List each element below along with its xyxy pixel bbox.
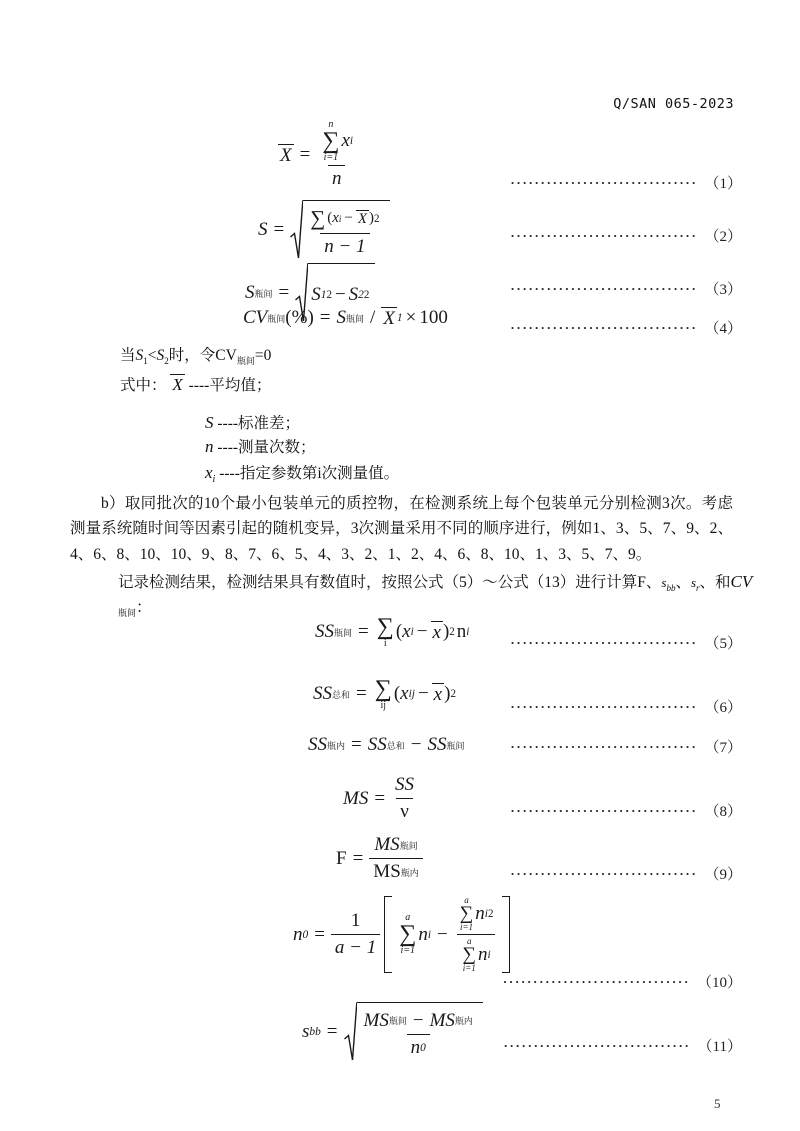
formula-number-1: （1） xyxy=(704,176,742,192)
variable-CV: CV xyxy=(243,307,268,328)
sum-lower-limit: i=1 xyxy=(323,151,339,163)
superscript-2: 2 xyxy=(449,626,455,639)
formula-4-leader xyxy=(510,317,742,338)
bracket-group xyxy=(384,896,510,973)
text: 、 xyxy=(675,574,691,591)
variable-x: x xyxy=(341,130,350,152)
subscript-i: i xyxy=(410,626,414,639)
variable-SS-total: SS xyxy=(367,734,387,755)
variable-SS: SS xyxy=(395,774,415,795)
square-root xyxy=(344,1002,483,1062)
formula-7-leader xyxy=(510,736,742,757)
dotted-leader: ······························· xyxy=(510,866,698,881)
dotted-leader: ······························· xyxy=(510,228,698,243)
variable-S: S xyxy=(336,307,346,328)
definition-text: 测量次数； xyxy=(238,439,316,456)
subscript-pingjian: 瓶间 xyxy=(267,313,286,324)
formula-number-10: （10） xyxy=(696,975,742,991)
definition-xi xyxy=(205,459,399,488)
sigma-symbol: ∑ xyxy=(462,944,477,966)
formula-number-8: （8） xyxy=(704,804,742,820)
sum-lower-limit: ij xyxy=(380,699,387,711)
radical-icon xyxy=(344,1002,357,1062)
variable-nu: ν xyxy=(400,801,409,822)
formula-5-leader xyxy=(510,632,742,653)
subscript-pingjian: 瓶间 xyxy=(346,313,365,324)
text: =0 xyxy=(254,347,272,364)
definition-text: 指定参数第i次测量值。 xyxy=(239,465,400,482)
minus-sign: − xyxy=(417,683,429,705)
minus-sign: − xyxy=(334,284,346,305)
fraction xyxy=(306,206,383,258)
right-paren: ) xyxy=(442,621,450,643)
subscript-0: 0 xyxy=(420,1041,426,1054)
formula-5 xyxy=(315,616,469,649)
text: 、和 xyxy=(699,574,731,591)
subscript-pingjian: 瓶间 xyxy=(399,840,418,851)
sigma-symbol: ∑ xyxy=(310,206,326,230)
fraction xyxy=(331,910,380,959)
dotted-leader: ······························· xyxy=(510,175,698,190)
variable-n0: n xyxy=(293,923,303,945)
definition-text: 标准差； xyxy=(238,415,301,432)
variable-S1: S xyxy=(135,347,144,364)
text: 时，令CV xyxy=(168,347,237,364)
variable-n0: n xyxy=(410,1036,421,1058)
minus-sign: − xyxy=(412,1009,424,1031)
minus-sign: − xyxy=(437,923,448,945)
variable-SS-between: SS xyxy=(427,734,447,755)
subscript-pingjian: 瓶间 xyxy=(446,740,465,751)
variable-SS: SS xyxy=(308,734,327,755)
subscript-pingjian: 瓶间 xyxy=(334,627,353,638)
sum-lower-limit: i=1 xyxy=(400,944,416,956)
sigma-symbol: ∑ xyxy=(374,676,392,702)
equals-sign: = xyxy=(319,307,331,328)
subscript-pingjian: 瓶间 xyxy=(118,607,137,618)
where-clause xyxy=(120,374,271,399)
xbar-symbol: X xyxy=(357,210,368,227)
equals-sign: = xyxy=(352,847,364,869)
variable-ni: n xyxy=(478,944,488,966)
formula-number-6: （6） xyxy=(704,700,742,716)
variable-MS-within: MS xyxy=(429,1009,455,1031)
variable-SS: SS xyxy=(315,621,334,643)
equals-sign: = xyxy=(326,1021,338,1042)
formula-6-leader xyxy=(510,696,742,717)
left-paren: ( xyxy=(393,683,401,705)
radical-icon xyxy=(290,200,303,260)
formula-2-leader xyxy=(510,225,742,246)
subscript-pingjian: 瓶间 xyxy=(236,356,255,366)
formula-8 xyxy=(343,774,418,823)
equals-sign: = xyxy=(374,787,386,809)
subscript-pingjian: 瓶间 xyxy=(388,1016,407,1026)
subscript-2: 2 xyxy=(164,356,169,367)
dash: ---- xyxy=(217,439,239,456)
dotted-leader: ······························· xyxy=(510,699,698,714)
sum-upper-limit: a xyxy=(405,912,411,924)
variable-ni: n xyxy=(456,621,467,643)
formula-10 xyxy=(293,896,510,973)
subscript-i: i xyxy=(466,626,470,639)
sigma-symbol: ∑ xyxy=(459,903,474,924)
formula-number-5: （5） xyxy=(704,636,742,652)
subscript-pingnei: 瓶内 xyxy=(327,740,346,751)
subscript-ij: ij xyxy=(408,688,415,701)
equals-sign: = xyxy=(358,621,369,643)
variable-x: x xyxy=(332,210,339,226)
variable-S: S xyxy=(245,282,255,303)
minus-sign: − xyxy=(416,621,428,643)
variable-x: x xyxy=(402,621,411,643)
sum-lower-limit: i=1 xyxy=(462,963,476,974)
page-number: 5 xyxy=(714,1096,721,1111)
xbar-symbol: X xyxy=(280,144,292,166)
sum-upper-limit: a xyxy=(467,936,472,947)
formula-4 xyxy=(243,307,448,329)
xbar-symbol: X xyxy=(383,308,395,330)
sigma-symbol: ∑ xyxy=(322,128,340,154)
variable-n: n xyxy=(205,437,214,456)
square-root xyxy=(290,200,389,260)
denominator-n: n xyxy=(331,167,342,189)
superscript-2: 2 xyxy=(374,212,380,225)
fraction xyxy=(316,120,357,190)
variable-SS: SS xyxy=(313,683,332,705)
formula-1 xyxy=(278,120,357,190)
where-label: 式中： xyxy=(120,377,167,394)
variable-MS-between: MS xyxy=(374,834,400,855)
formula-11-leader xyxy=(503,1035,742,1056)
right-paren: ) xyxy=(444,683,451,705)
variable-x: x xyxy=(400,683,409,705)
subscript-i: i xyxy=(338,213,342,224)
dotted-leader: ······························· xyxy=(502,974,690,989)
less-than-sign: < xyxy=(147,347,157,364)
formula-number-4: （4） xyxy=(704,321,742,337)
minus-sign: − xyxy=(410,734,422,755)
formula-2 xyxy=(258,200,390,260)
dotted-leader: ······························· xyxy=(510,635,698,650)
variable-ni: n xyxy=(475,903,485,925)
variable-S: S xyxy=(258,219,268,240)
variable-ni: n xyxy=(418,923,428,945)
sum-upper-limit: a xyxy=(464,895,469,905)
formula-6 xyxy=(313,678,456,711)
dotted-leader: ······························· xyxy=(510,739,698,754)
variable-sbb: s xyxy=(302,1021,310,1042)
right-paren: ) xyxy=(369,210,375,226)
variable-S1: S xyxy=(311,284,321,305)
subscript-i: i xyxy=(487,949,491,962)
subscript-i: i xyxy=(212,474,216,486)
equals-sign: = xyxy=(351,734,362,755)
left-paren: ( xyxy=(327,210,333,226)
dotted-leader: ······························· xyxy=(510,320,698,335)
dash: ---- xyxy=(188,377,210,394)
denominator-n-1: n − 1 xyxy=(324,236,366,257)
variable-x: x xyxy=(205,463,213,482)
superscript-2: 2 xyxy=(487,908,494,921)
subscript-r: r xyxy=(696,583,700,594)
fraction xyxy=(391,774,418,823)
superscript-2: 2 xyxy=(363,289,370,301)
constant-100: 100 xyxy=(419,307,448,328)
subscript-i: i xyxy=(427,928,432,941)
subscript-i: i xyxy=(349,135,354,148)
dotted-leader: ······························· xyxy=(503,1038,691,1053)
definition-text: 平均值； xyxy=(209,377,272,394)
equals-sign: = xyxy=(273,219,285,240)
sum-upper-limit: n xyxy=(328,119,334,130)
formula-number-7: （7） xyxy=(704,740,742,756)
variable-CV: CV xyxy=(730,572,753,591)
summation xyxy=(377,616,394,649)
percent-label: (%) xyxy=(285,307,314,328)
sigma-symbol: ∑ xyxy=(399,921,417,948)
formula-9 xyxy=(336,834,423,883)
paragraph-b: b）取同批次的10个最小包装单元的质控物，在检测系统上每个包装单元分别检测3次。考虑测量系统随时间等因素引起的随机变异，3次测量采用不同的顺序进行，例如1、3、5、7、9、2、4、6、8、10、10、9、8、7、6、5、4、3、2、1、2、4、6、8、10、1、3、5、7、9。 xyxy=(70,495,733,563)
dotted-leader: ······························· xyxy=(510,281,698,296)
subscript-zonghe: 总和 xyxy=(332,689,351,700)
variable-MS-within: MS xyxy=(373,861,401,882)
times-sign: × xyxy=(405,307,417,328)
formula-11 xyxy=(302,1002,483,1062)
xbar-symbol: x xyxy=(433,684,443,706)
definition-n xyxy=(205,433,316,461)
fraction xyxy=(360,1010,477,1059)
subscript-1: 1 xyxy=(320,289,327,301)
text: ： xyxy=(136,598,152,616)
constant-1: 1 xyxy=(350,910,361,932)
left-paren: ( xyxy=(395,621,403,643)
formula-8-leader xyxy=(510,800,742,821)
variable-MS: MS xyxy=(343,787,369,809)
text: 当 xyxy=(120,347,136,364)
formula-number-2: （2） xyxy=(704,229,742,245)
subscript-bb: bb xyxy=(309,1026,321,1038)
summation xyxy=(399,913,416,956)
condition-line xyxy=(120,344,271,369)
formula-9-leader xyxy=(510,863,742,884)
summation xyxy=(322,120,339,163)
formula-1-leader xyxy=(510,172,742,193)
dotted-leader: ······························· xyxy=(510,803,698,818)
subscript-pingnei: 瓶内 xyxy=(454,1016,473,1026)
formula-number-11: （11） xyxy=(697,1039,742,1055)
subscript-pingjian: 瓶间 xyxy=(254,288,273,299)
sigma-symbol: ∑ xyxy=(376,614,394,640)
paragraph-record xyxy=(118,568,758,621)
formula-number-9: （9） xyxy=(704,867,742,883)
xbar-symbol: x xyxy=(432,622,441,644)
subscript-bb: bb xyxy=(666,583,676,594)
formula-7 xyxy=(308,734,464,756)
summation xyxy=(463,937,477,973)
formula-3-leader xyxy=(510,278,742,299)
equals-sign: = xyxy=(356,683,367,705)
equals-sign: = xyxy=(314,923,325,945)
inner-fraction xyxy=(454,896,498,973)
equals-sign: = xyxy=(299,143,311,165)
subscript-i: i xyxy=(484,908,488,921)
left-bracket xyxy=(384,896,392,973)
variable-S2: S xyxy=(156,347,165,364)
dash: ---- xyxy=(219,465,240,482)
subscript-1: 1 xyxy=(396,312,403,324)
variable-sr: s xyxy=(690,575,697,590)
right-bracket xyxy=(502,896,510,973)
subscript-0: 0 xyxy=(302,928,309,941)
doc-code: Q/SAN 065-2023 xyxy=(613,96,734,112)
variable-F: F xyxy=(336,847,347,869)
summation xyxy=(375,678,392,711)
subscript-zonghe: 总和 xyxy=(386,740,405,751)
xbar-symbol: X xyxy=(172,375,183,394)
equals-sign: = xyxy=(278,282,290,303)
summation xyxy=(460,896,474,932)
fraction xyxy=(369,834,422,883)
superscript-2: 2 xyxy=(450,688,456,701)
variable-sbb: s xyxy=(661,575,667,590)
superscript-2: 2 xyxy=(326,289,332,301)
sum-lower-limit: i xyxy=(383,637,387,649)
sum-lower-limit: i=1 xyxy=(459,922,474,933)
text: 记录检测结果，检测结果具有数值时，按照公式（5）～公式（13）进行计算F、 xyxy=(118,574,662,591)
subscript-pingnei: 瓶内 xyxy=(400,867,419,878)
variable-S2: S xyxy=(348,284,359,305)
variable-S: S xyxy=(205,413,214,432)
division-slash: / xyxy=(370,307,376,328)
subscript-1: 1 xyxy=(143,356,148,367)
formula-10-leader xyxy=(503,971,742,992)
formula-number-3: （3） xyxy=(704,282,742,298)
denominator-a-1: a − 1 xyxy=(334,937,377,959)
minus-sign: − xyxy=(344,210,353,226)
dash: ---- xyxy=(217,415,239,432)
variable-MS-between: MS xyxy=(363,1009,389,1031)
subscript-2: 2 xyxy=(358,289,364,301)
